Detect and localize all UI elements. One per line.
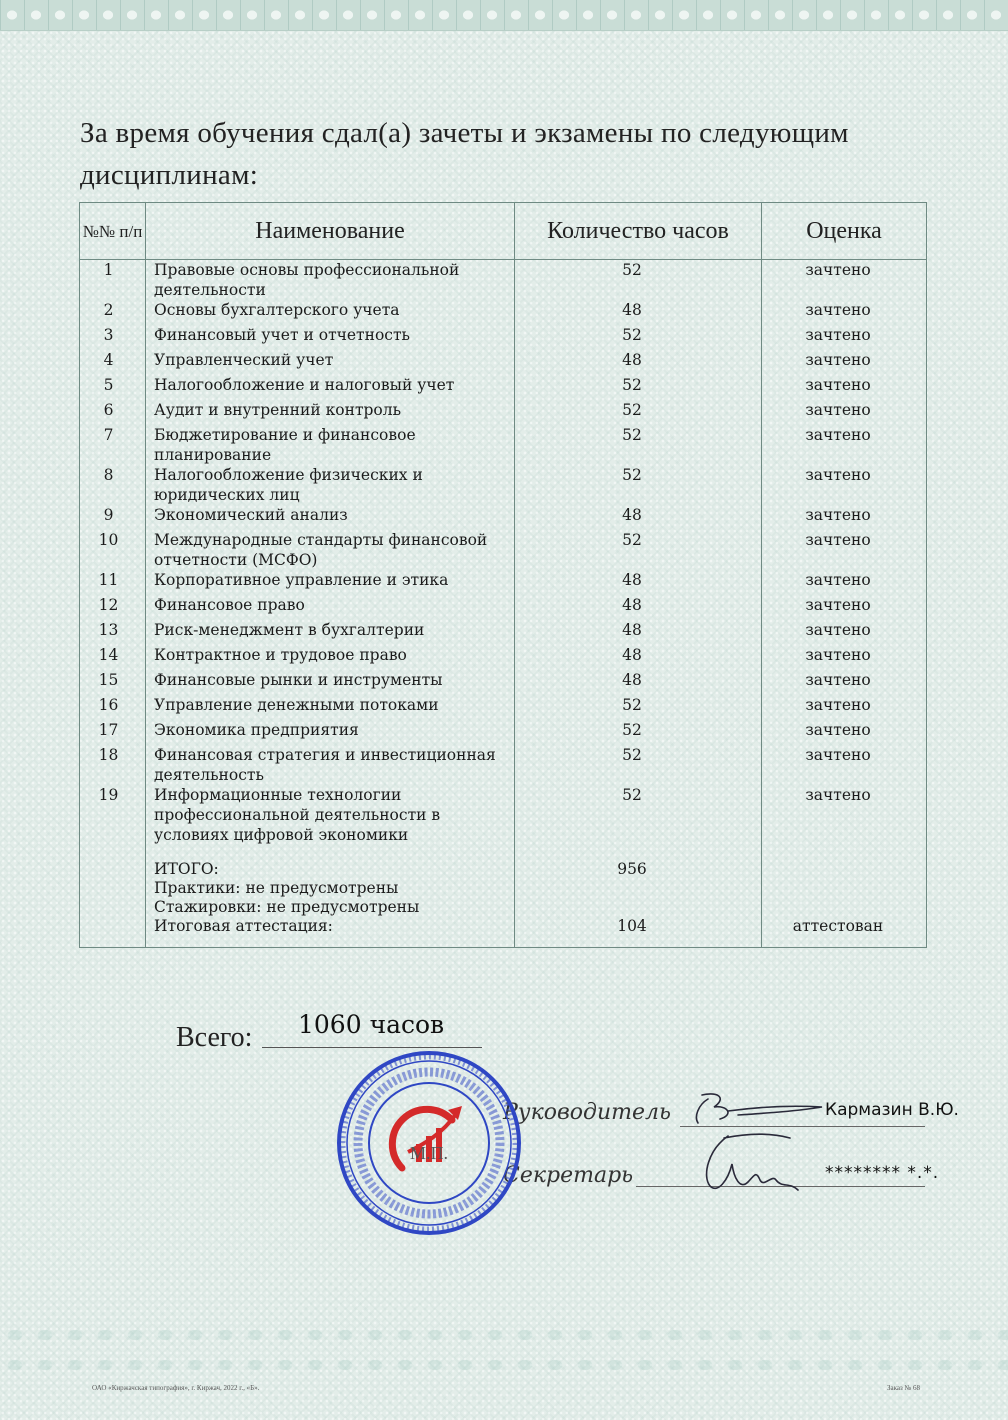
- row-hours: 52: [515, 400, 762, 425]
- page-heading: За время обучения сдал(а) зачеты и экзамены по следующим дисциплинам:: [80, 117, 849, 191]
- head-signature-icon: [668, 1085, 828, 1130]
- header-grade: Оценка: [762, 203, 927, 260]
- row-grade: зачтено: [762, 325, 927, 350]
- row-subject: Информационные технологии профессиональной деятельности в условиях цифровой экономики: [146, 785, 515, 845]
- row-hours: 52: [515, 720, 762, 745]
- summary-name-cell: [146, 845, 515, 948]
- row-subject: Финансовый учет и отчетность: [146, 325, 515, 350]
- row-hours: 52: [515, 530, 762, 570]
- row-grade: зачтено: [762, 375, 927, 400]
- row-grade: зачтено: [762, 530, 927, 570]
- summary-hours-cell: [515, 845, 762, 948]
- ornamental-top-border: [0, 0, 1008, 31]
- table-row: [80, 530, 927, 570]
- secretary-name: ******** *.*.: [825, 1163, 940, 1183]
- row-number: 11: [80, 570, 146, 595]
- row-number: 9: [80, 505, 146, 530]
- summary-number-cell: [80, 845, 146, 948]
- table-row: [80, 375, 927, 400]
- row-grade: зачтено: [762, 260, 927, 301]
- row-subject: Экономический анализ: [146, 505, 515, 530]
- row-grade: зачтено: [762, 400, 927, 425]
- row-grade: зачтено: [762, 300, 927, 325]
- row-hours: 52: [515, 260, 762, 301]
- row-subject: Основы бухгалтерского учета: [146, 300, 515, 325]
- row-subject: Налогообложение и налоговый учет: [146, 375, 515, 400]
- row-number: 8: [80, 465, 146, 505]
- row-grade: зачтено: [762, 745, 927, 785]
- row-number: 4: [80, 350, 146, 375]
- table-row: [80, 300, 927, 325]
- summary-row: [80, 845, 927, 948]
- table-row: [80, 785, 927, 845]
- row-hours: 48: [515, 300, 762, 325]
- row-number: 14: [80, 645, 146, 670]
- row-grade: зачтено: [762, 350, 927, 375]
- secretary-role-label: Секретарь: [503, 1163, 634, 1188]
- table-row: [80, 720, 927, 745]
- header-number: №№ п/п: [80, 203, 146, 260]
- total-label: Всего:: [176, 1022, 253, 1053]
- row-number: 15: [80, 670, 146, 695]
- row-hours: 48: [515, 595, 762, 620]
- table-row: [80, 465, 927, 505]
- row-grade: зачтено: [762, 695, 927, 720]
- row-number: 5: [80, 375, 146, 400]
- row-grade: зачтено: [762, 620, 927, 645]
- table-row: [80, 620, 927, 645]
- table-row: [80, 425, 927, 465]
- row-subject: Риск-менеджмент в бухгалтерии: [146, 620, 515, 645]
- row-number: 13: [80, 620, 146, 645]
- row-number: 17: [80, 720, 146, 745]
- row-subject: Налогообложение физических и юридических лиц: [146, 465, 515, 505]
- row-number: 19: [80, 785, 146, 845]
- order-footnote: Заказ № 68: [887, 1384, 920, 1392]
- row-subject: Управленческий учет: [146, 350, 515, 375]
- row-hours: 52: [515, 745, 762, 785]
- row-grade: зачтено: [762, 465, 927, 505]
- total-value: 1060 часов: [298, 1010, 445, 1039]
- subjects-table: [79, 202, 927, 948]
- row-grade: зачтено: [762, 785, 927, 845]
- table-row: [80, 325, 927, 350]
- summary-grade-cell: [762, 845, 927, 948]
- head-name: Кармазин В.Ю.: [825, 1100, 959, 1120]
- header-name: Наименование: [146, 203, 515, 260]
- header-hours: Количество часов: [515, 203, 762, 260]
- row-grade: зачтено: [762, 720, 927, 745]
- row-grade: зачтено: [762, 570, 927, 595]
- secretary-signature-icon: [698, 1130, 808, 1200]
- row-subject: Правовые основы профессиональной деятельности: [146, 260, 515, 301]
- table-row: [80, 595, 927, 620]
- row-number: 2: [80, 300, 146, 325]
- row-number: 10: [80, 530, 146, 570]
- row-subject: Бюджетирование и финансовое планирование: [146, 425, 515, 465]
- summary-total-label: ИТОГО:: [154, 860, 219, 878]
- table-row: [80, 570, 927, 595]
- row-number: 12: [80, 595, 146, 620]
- row-hours: 48: [515, 620, 762, 645]
- row-grade: зачтено: [762, 425, 927, 465]
- row-hours: 52: [515, 325, 762, 350]
- row-number: 6: [80, 400, 146, 425]
- row-hours: 52: [515, 695, 762, 720]
- row-subject: Управление денежными потоками: [146, 695, 515, 720]
- row-grade: зачтено: [762, 645, 927, 670]
- table-row: [80, 645, 927, 670]
- table-row: [80, 670, 927, 695]
- row-grade: зачтено: [762, 670, 927, 695]
- row-subject: Контрактное и трудовое право: [146, 645, 515, 670]
- table-row: [80, 745, 927, 785]
- table-row: [80, 695, 927, 720]
- summary-final-grade: аттестован: [792, 917, 884, 935]
- row-subject: Экономика предприятия: [146, 720, 515, 745]
- ornamental-background-band: [0, 1320, 1008, 1380]
- table-row: [80, 350, 927, 375]
- row-subject: Финансовые рынки и инструменты: [146, 670, 515, 695]
- row-subject: Международные стандарты финансовой отчетности (МСФО): [146, 530, 515, 570]
- table-body: [80, 260, 927, 948]
- row-number: 7: [80, 425, 146, 465]
- printer-footnote: ОАО «Киржачская типография», г. Киржач, 2022 г., «Б».: [92, 1384, 260, 1392]
- row-hours: 48: [515, 645, 762, 670]
- summary-final-label: Итоговая аттестация:: [154, 917, 333, 935]
- row-subject: Корпоративное управление и этика: [146, 570, 515, 595]
- row-number: 3: [80, 325, 146, 350]
- summary-total-hours: 956: [617, 860, 647, 878]
- row-hours: 48: [515, 350, 762, 375]
- row-grade: зачтено: [762, 595, 927, 620]
- summary-internship: Стажировки: не предусмотрены: [154, 898, 420, 916]
- row-hours: 48: [515, 570, 762, 595]
- summary-practice: Практики: не предусмотрены: [154, 879, 399, 897]
- row-grade: зачтено: [762, 505, 927, 530]
- stamp-place-label: М.П.: [410, 1143, 449, 1163]
- row-number: 1: [80, 260, 146, 301]
- row-subject: Финансовое право: [146, 595, 515, 620]
- row-hours: 48: [515, 505, 762, 530]
- row-subject: Финансовая стратегия и инвестиционная деятельность: [146, 745, 515, 785]
- row-subject: Аудит и внутренний контроль: [146, 400, 515, 425]
- head-role-label: Руководитель: [503, 1100, 671, 1125]
- summary-final-hours: 104: [617, 917, 647, 935]
- row-hours: 48: [515, 670, 762, 695]
- table-row: [80, 400, 927, 425]
- row-hours: 52: [515, 425, 762, 465]
- row-hours: 52: [515, 375, 762, 400]
- row-number: 18: [80, 745, 146, 785]
- row-hours: 52: [515, 465, 762, 505]
- table-row: [80, 260, 927, 301]
- table-row: [80, 505, 927, 530]
- row-hours: 52: [515, 785, 762, 845]
- table-header-row: [80, 203, 927, 260]
- row-number: 16: [80, 695, 146, 720]
